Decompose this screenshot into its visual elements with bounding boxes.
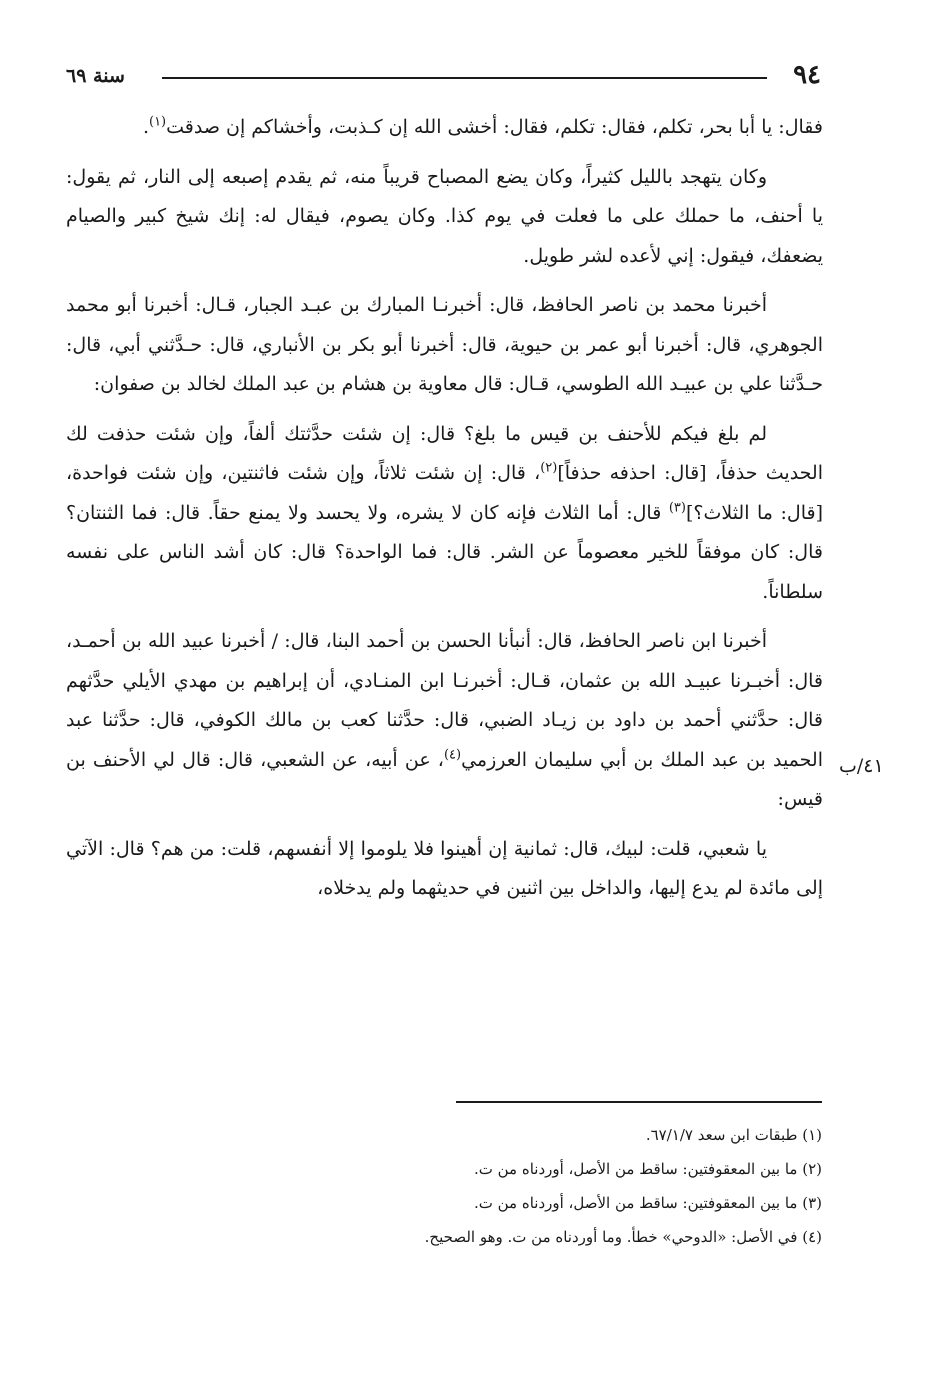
text-run: يا شعبي، قلت: لبيك، قال: ثمانية إن أهينوا فلا يلوموا إلا أنفسهم، قلت: من هم؟ قال: الآتي إلى مائدة لم يدع إليها، والداخل بين اثنين في حديثهما ولم يدخلاه، [66,837,823,899]
text-run: فقال: يا أبا بحر، تكلم، فقال: تكلم، فقال: أخشى الله إن كـذبت، وأخشاكم إن صدقت [166,116,823,138]
footnotes [116,1118,822,1254]
paragraph-1 [66,108,823,148]
footnote-1: (١) طبقات ابن سعد ٦٧/١/٧. [645,1126,822,1144]
paragraph-6 [66,830,823,909]
text-run: أخبرنا محمد بن ناصر الحافظ، قال: أخبرنـا المبارك بن عبـد الجبار، قـال: أخبرنا أبو محمد الجوهري، قال: أخبرنا أبو عمر بن حيوية، قال: أخبرنا أبو بكر بن الأنباري، قال: حـدَّثني أبي، قال: حـدَّثنا علي بن عبيـد الله الطوسي، قـال: قال معاوية بن هشام بن عبد الملك لخالد بن صفوان: [66,294,823,395]
text-run: قال: أما الثلاث فإنه كان لا يشره، ولا يحسد ولا يمنع حقاً. قال: فما الثنتان؟ قال: كان موفقاً للخير معصوماً عن الشر. قال: فما الواحدة؟ قال: كان أشد الناس على نفسه سلطاناً. [66,501,823,603]
footnote-rule [456,1101,822,1103]
footnote-2: (٢) ما بين المعقوفتين: ساقط من الأصل، أوردناه من ت. [473,1160,822,1178]
paragraph-2 [66,158,823,277]
header-rule [162,77,767,79]
text-run: ، قال: إن شئت ثلاثاً، وإن شئت فاثنتين، وإن شئت فواحدة، [قال: ما الثلاث؟] [66,462,823,524]
footnote-ref-2: (٢) [540,460,558,476]
text-run: أخبرنا ابن ناصر الحافظ، قال: أنبأنا الحسن بن أحمد البنا، قال: / أخبرنا عبيد الله بن أحمـد، قال: أخبـرنا عبيـد الله بن عثمان، قـال: أخبرنـا ابن المنـادي، أن إبراهيم بن مهدي الأيلي حدَّثهم قال: حدَّثني أحمد بن داود بن زيـاد الضبي، قال: حدَّثنا كعب بن مالك الكوفي، قال: حدَّثنا عبد الحميد بن عبد الملك بن أبي سليمان العرزمي [66,630,823,771]
margin-folio-note: ٤١/ب [839,755,884,777]
paragraph-5 [66,622,823,820]
page-number: ٩٤ [793,60,821,90]
paragraph-4 [66,415,823,613]
main-text [66,108,823,919]
footnote-3: (٣) ما بين المعقوفتين: ساقط من الأصل، أوردناه من ت. [473,1194,822,1212]
footnote-4: (٤) في الأصل: «الدوحي» خطأ. وما أوردناه من ت. وهو الصحيح. [424,1228,822,1246]
text-run: . [142,116,149,138]
text-run: وكان يتهجد بالليل كثيراً، وكان يضع المصباح قريباً منه، ثم يقدم إصبعه إلى النار، ثم يقول: يا أحنف، ما حملك على ما فعلت في يوم كذا. وكان يصوم، فيقال له: إنك شيخ كبير والصيام يضعفك، فيقول: إني لأعده لشر طويل. [66,165,823,267]
text-run: ، عن أبيه، عن الشعبي، قال: قال لي الأحنف بن قيس: [66,748,823,810]
footnote-ref-1: (١) [148,114,167,130]
paragraph-3 [66,286,823,405]
footnote-ref-3: (٣) [668,500,686,516]
running-head: سنة ٦٩ [66,65,125,87]
text-run: لم بلغ فيكم للأحنف بن قيس ما بلغ؟ قال: إن شئت حدَّثتك ألفاً، وإن شئت حذفت لك الحديث حذفاً، [قال: احذفه حذفاً] [66,422,823,484]
footnote-ref-4: (٤) [443,747,462,763]
page-header [66,58,821,94]
